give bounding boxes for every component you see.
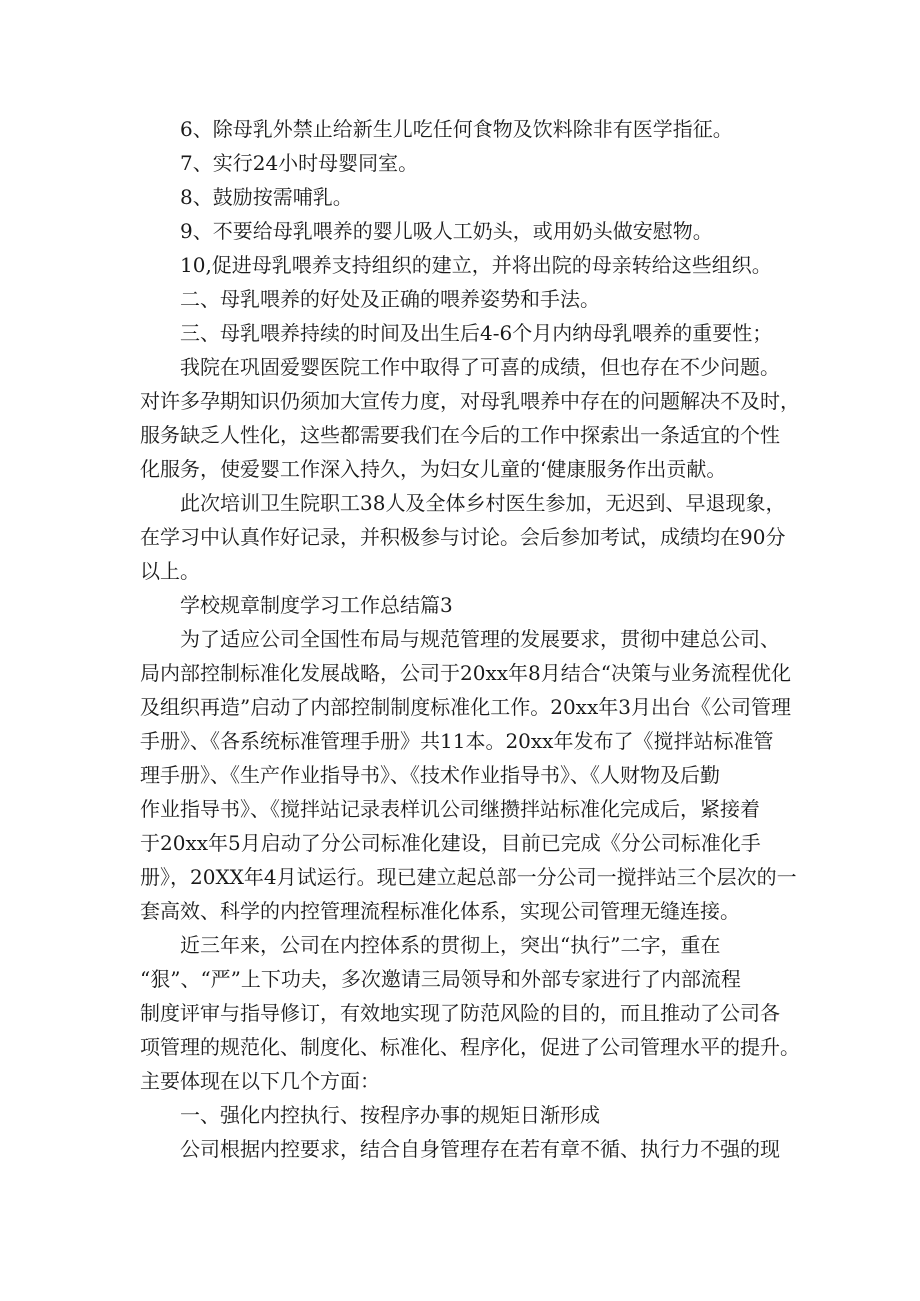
- subsection-heading: 一、强化内控执行、按程序办事的规矩日渐形成: [180, 1103, 600, 1127]
- text-line: 理手册》、《生产作业指导书》、《技术作业指导书》、《人财物及后勤: [140, 763, 720, 787]
- section-heading: 学校规章制度学习工作总结篇3: [180, 593, 453, 617]
- text-line: 局内部控制标准化发展战略，公司于20xx年8月结合“决策与业务流程优化: [140, 661, 791, 685]
- text-line: 项管理的规范化、制度化、标准化、程序化，促进了公司管理水平的提升。: [140, 1035, 800, 1059]
- text-line: 在学习中认真作好记录，并积极参与讨论。会后参加考试，成绩均在90分: [140, 525, 786, 549]
- text-line: 9、不要给母乳喂养的婴儿吸人工奶头，或用奶头做安慰物。: [180, 219, 713, 243]
- text-line: 于20xx年5月启动了分公司标准化建设，目前已完成《分公司标准化手: [140, 831, 761, 855]
- text-line: 化服务，使爱婴工作深入持久，为妇女儿童的‘健康服务作出贡献。: [140, 457, 727, 481]
- text-line: 主要体现在以下几个方面：: [140, 1069, 380, 1093]
- text-line: 7、实行24小时母婴同室。: [180, 151, 419, 175]
- text-line: 近三年来，公司在内控体系的贯彻上，突出“执行”二字，重在: [180, 933, 721, 957]
- text-line: 6、除母乳外禁止给新生儿吃任何食物及饮料除非有医学指征。: [180, 117, 733, 141]
- text-line: 二、母乳喂养的好处及正确的喂养姿势和手法。: [180, 287, 600, 311]
- text-line: 及组织再造”启动了内部控制制度标准化工作。20xx年3月出台《公司管理: [140, 695, 791, 719]
- text-line: 三、母乳喂养持续的时间及出生后4-6个月内纳母乳喂养的重要性；: [180, 321, 773, 345]
- text-line: 我院在巩固爱婴医院工作中取得了可喜的成绩，但也存在不少问题。: [180, 355, 780, 379]
- text-line: 10,促进母乳喂养支持组织的建立，并将出院的母亲转给这些组织。: [180, 253, 772, 277]
- text-line: 以上。: [140, 559, 200, 583]
- text-line: 此次培训卫生院职工38人及全体乡村医生参加，无迟到、早退现象，: [180, 491, 786, 515]
- text-line: “狠”、“严”上下功夫，多次邀请三局领导和外部专家进行了内部流程: [140, 967, 741, 991]
- text-line: 公司根据内控要求，结合自身管理存在若有章不循、执行力不强的现: [180, 1137, 780, 1161]
- text-line: 为了适应公司全国性布局与规范管理的发展要求，贯彻中建总公司、: [180, 627, 780, 651]
- text-line: 作业指导书》、《搅拌站记录表样讥公司继攒拌站标准化完成后，紧接着: [140, 797, 760, 821]
- text-line: 手册》、《各系统标准管理手册》共11本。20xx年发布了《搅拌站标准管: [140, 729, 774, 753]
- text-line: 册》，20XX年4月试运行。现已建立起总部一分公司一搅拌站三个层次的一: [140, 865, 797, 889]
- text-line: 套高效、科学的内控管理流程标准化体系，实现公司管理无缝连接。: [140, 899, 740, 923]
- text-line: 对许多孕期知识仍须加大宣传力度，对母乳喂养中存在的问题解决不及时，: [140, 389, 800, 413]
- text-line: 服务缺乏人性化，这些都需要我们在今后的工作中探索出一条适宜的个性: [140, 423, 780, 447]
- text-line: 8、鼓励按需哺乳。: [180, 185, 353, 209]
- text-line: 制度评审与指导修订，有效地实现了防范风险的目的，而且推动了公司各: [140, 1001, 780, 1025]
